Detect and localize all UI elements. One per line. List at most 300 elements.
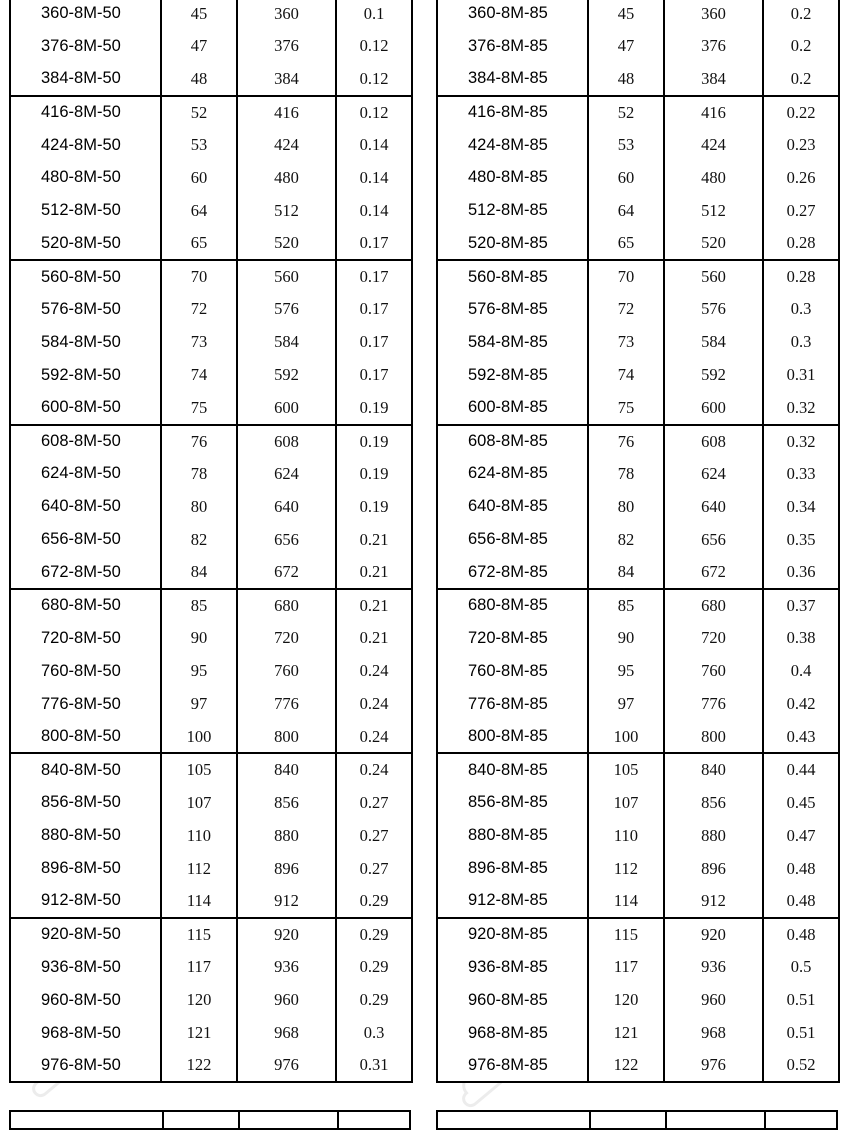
teeth-count: 110 — [588, 819, 664, 852]
pitch-length: 776 — [664, 688, 763, 721]
belt-weight: 0.17 — [359, 233, 389, 253]
belt-code: 416-8M-50 — [10, 96, 161, 129]
teeth-count: 95 — [161, 655, 237, 688]
teeth-count: 52 — [161, 96, 237, 129]
teeth-count: 90 — [588, 622, 664, 655]
table-row — [10, 392, 412, 425]
belt-weight: 0.47 — [786, 825, 816, 845]
teeth-count: 100 — [161, 721, 237, 754]
pitch-length: 512 — [237, 194, 336, 227]
pitch-length: 376 — [237, 30, 336, 63]
belt-weight: 0.19 — [359, 496, 389, 516]
belt-code: 376-8M-85 — [437, 30, 588, 63]
teeth-count: 82 — [161, 523, 237, 556]
teeth-count: 53 — [588, 129, 664, 162]
table-row — [10, 753, 412, 786]
pitch-length: 608 — [237, 425, 336, 458]
belt-code: 968-8M-50 — [10, 1017, 161, 1050]
teeth-count: 74 — [161, 359, 237, 392]
table-row — [437, 556, 839, 589]
table-row — [10, 688, 412, 721]
teeth-count: 100 — [588, 721, 664, 754]
teeth-count: 121 — [161, 1017, 237, 1050]
teeth-count: 122 — [588, 1050, 664, 1083]
belt-code: 920-8M-50 — [10, 918, 161, 951]
pitch-length: 976 — [664, 1050, 763, 1083]
table-row — [10, 30, 412, 63]
table-row — [437, 589, 839, 622]
teeth-count: 84 — [588, 556, 664, 589]
table-row — [10, 984, 412, 1017]
belt-code: 800-8M-85 — [437, 721, 588, 754]
pitch-length: 912 — [237, 885, 336, 918]
table-row — [10, 194, 412, 227]
belt-code: 968-8M-85 — [437, 1017, 588, 1050]
belt-code: 672-8M-50 — [10, 556, 161, 589]
belt-weight: 0.44 — [763, 753, 839, 786]
pitch-length: 424 — [664, 129, 763, 162]
pitch-length: 624 — [664, 457, 763, 490]
belt-weight: 0.5 — [790, 957, 812, 977]
belt-code: 520-8M-50 — [10, 227, 161, 260]
belt-weight: 0.2 — [790, 3, 812, 23]
left-next-table-header — [9, 1110, 411, 1130]
pitch-length: 920 — [664, 918, 763, 951]
pitch-length: 384 — [237, 63, 336, 96]
table-row — [10, 129, 412, 162]
pitch-length: 960 — [237, 984, 336, 1017]
belt-weight: 0.14 — [359, 167, 389, 187]
teeth-count: 115 — [588, 918, 664, 951]
belt-weight: 0.22 — [763, 96, 839, 129]
belt-weight: 0.29 — [336, 918, 412, 951]
pitch-length: 600 — [664, 392, 763, 425]
pitch-length: 968 — [664, 1017, 763, 1050]
pitch-length: 480 — [237, 161, 336, 194]
belt-code: 592-8M-85 — [437, 359, 588, 392]
pitch-length: 384 — [664, 63, 763, 96]
teeth-count: 47 — [588, 30, 664, 63]
table-row — [437, 984, 839, 1017]
belt-weight: 0.27 — [359, 858, 389, 878]
belt-weight: 0.48 — [786, 858, 816, 878]
belt-code: 856-8M-50 — [10, 786, 161, 819]
pitch-length: 584 — [664, 326, 763, 359]
pitch-length: 376 — [664, 30, 763, 63]
table-row — [10, 490, 412, 523]
belt-weight: 0.32 — [786, 397, 816, 417]
belt-weight: 0.27 — [786, 200, 816, 220]
teeth-count: 84 — [161, 556, 237, 589]
table-row — [10, 161, 412, 194]
teeth-count: 90 — [161, 622, 237, 655]
belt-code: 976-8M-85 — [437, 1050, 588, 1083]
pitch-length: 416 — [237, 96, 336, 129]
teeth-count: 114 — [588, 885, 664, 918]
pitch-length: 520 — [237, 227, 336, 260]
belt-weight: 0.4 — [790, 661, 812, 681]
belt-code: 512-8M-85 — [437, 194, 588, 227]
belt-code: 592-8M-50 — [10, 359, 161, 392]
belt-code: 720-8M-85 — [437, 622, 588, 655]
belt-code: 600-8M-50 — [10, 392, 161, 425]
teeth-count: 117 — [161, 951, 237, 984]
teeth-count: 95 — [588, 655, 664, 688]
belt-weight: 0.24 — [336, 753, 412, 786]
belt-weight: 0.19 — [359, 463, 389, 483]
pitch-length: 624 — [237, 457, 336, 490]
belt-code: 640-8M-85 — [437, 490, 588, 523]
pitch-length: 592 — [237, 359, 336, 392]
belt-code: 896-8M-50 — [10, 852, 161, 885]
table-row — [10, 556, 412, 589]
pitch-length: 680 — [237, 589, 336, 622]
belt-weight: 0.28 — [786, 233, 816, 253]
table-row — [437, 721, 839, 754]
belt-weight: 0.33 — [786, 463, 816, 483]
pitch-length: 560 — [664, 260, 763, 293]
pitch-length: 776 — [237, 688, 336, 721]
belt-code: 840-8M-50 — [10, 753, 161, 786]
belt-code: 976-8M-50 — [10, 1050, 161, 1083]
table-row — [10, 622, 412, 655]
teeth-count: 85 — [588, 589, 664, 622]
belt-weight: 0.31 — [359, 1055, 389, 1075]
pitch-length: 656 — [664, 523, 763, 556]
pitch-length: 976 — [237, 1050, 336, 1083]
pitch-length: 592 — [664, 359, 763, 392]
teeth-count: 75 — [161, 392, 237, 425]
table-row — [437, 260, 839, 293]
table-row — [10, 359, 412, 392]
left-belt-table — [9, 0, 413, 1083]
belt-weight: 0.24 — [359, 726, 389, 746]
teeth-count: 48 — [588, 63, 664, 96]
table-row — [10, 951, 412, 984]
belt-code: 776-8M-50 — [10, 688, 161, 721]
table-row — [437, 293, 839, 326]
table-row — [437, 951, 839, 984]
table-row — [437, 523, 839, 556]
teeth-count: 45 — [588, 0, 664, 30]
table-row — [437, 0, 839, 30]
table-row — [437, 852, 839, 885]
pitch-length: 680 — [664, 589, 763, 622]
belt-weight: 0.21 — [359, 628, 389, 648]
belt-weight: 0.17 — [359, 332, 389, 352]
teeth-count: 112 — [161, 852, 237, 885]
teeth-count: 65 — [161, 227, 237, 260]
belt-code: 680-8M-50 — [10, 589, 161, 622]
pitch-length: 576 — [664, 293, 763, 326]
table-row — [437, 326, 839, 359]
pitch-length: 608 — [664, 425, 763, 458]
table-row — [10, 885, 412, 918]
table-row — [10, 918, 412, 951]
belt-weight: 0.2 — [790, 68, 812, 88]
teeth-count: 97 — [588, 688, 664, 721]
belt-weight: 0.23 — [786, 135, 816, 154]
pitch-length: 760 — [664, 655, 763, 688]
pitch-length: 880 — [237, 819, 336, 852]
teeth-count: 114 — [161, 885, 237, 918]
belt-code: 960-8M-50 — [10, 984, 161, 1017]
pitch-length: 936 — [664, 951, 763, 984]
belt-code: 384-8M-85 — [437, 63, 588, 96]
table-row — [437, 227, 839, 260]
pitch-length: 656 — [237, 523, 336, 556]
belt-code: 936-8M-85 — [437, 951, 588, 984]
pitch-length: 720 — [664, 622, 763, 655]
belt-code: 720-8M-50 — [10, 622, 161, 655]
belt-code: 608-8M-50 — [10, 425, 161, 458]
pitch-length: 720 — [237, 622, 336, 655]
table-row — [10, 227, 412, 260]
table-row — [10, 786, 412, 819]
table-row — [10, 589, 412, 622]
belt-code: 912-8M-50 — [10, 885, 161, 918]
belt-code: 920-8M-85 — [437, 918, 588, 951]
belt-weight: 0.37 — [763, 589, 839, 622]
pitch-length: 896 — [664, 852, 763, 885]
belt-weight: 0.12 — [359, 36, 389, 56]
table-row — [10, 852, 412, 885]
teeth-count: 72 — [588, 293, 664, 326]
belt-code: 960-8M-85 — [437, 984, 588, 1017]
belt-weight: 0.29 — [359, 890, 389, 910]
pitch-length: 840 — [237, 753, 336, 786]
left-table-body — [10, 0, 412, 1082]
belt-weight: 0.32 — [763, 425, 839, 458]
table-row — [437, 457, 839, 490]
table-row — [437, 30, 839, 63]
teeth-count: 97 — [161, 688, 237, 721]
table-row — [10, 655, 412, 688]
belt-code: 624-8M-50 — [10, 457, 161, 490]
belt-weight: 0.2 — [790, 36, 812, 56]
table-row — [437, 96, 839, 129]
belt-weight: 0.3 — [363, 1023, 385, 1043]
belt-weight: 0.3 — [790, 332, 812, 352]
teeth-count: 105 — [161, 753, 237, 786]
belt-code: 624-8M-85 — [437, 457, 588, 490]
table-row — [437, 359, 839, 392]
belt-weight: 0.14 — [359, 135, 389, 154]
teeth-count: 117 — [588, 951, 664, 984]
belt-code: 376-8M-50 — [10, 30, 161, 63]
belt-code: 480-8M-85 — [437, 161, 588, 194]
belt-code: 880-8M-50 — [10, 819, 161, 852]
belt-weight: 0.38 — [786, 628, 816, 648]
table-row — [437, 688, 839, 721]
pitch-length: 896 — [237, 852, 336, 885]
belt-weight: 0.29 — [359, 957, 389, 977]
table-row — [437, 786, 839, 819]
teeth-count: 80 — [161, 490, 237, 523]
teeth-count: 73 — [161, 326, 237, 359]
pitch-length: 880 — [664, 819, 763, 852]
table-row — [437, 885, 839, 918]
belt-code: 600-8M-85 — [437, 392, 588, 425]
belt-weight: 0.1 — [363, 3, 385, 23]
belt-weight: 0.19 — [359, 397, 389, 417]
teeth-count: 110 — [161, 819, 237, 852]
teeth-count: 60 — [161, 161, 237, 194]
pitch-length: 584 — [237, 326, 336, 359]
belt-code: 880-8M-85 — [437, 819, 588, 852]
belt-weight: 0.17 — [336, 260, 412, 293]
teeth-count: 53 — [161, 129, 237, 162]
pitch-length: 800 — [664, 721, 763, 754]
teeth-count: 120 — [588, 984, 664, 1017]
belt-weight: 0.51 — [786, 990, 816, 1010]
belt-code: 640-8M-50 — [10, 490, 161, 523]
belt-weight: 0.17 — [359, 365, 389, 385]
belt-code: 576-8M-50 — [10, 293, 161, 326]
table-row — [437, 753, 839, 786]
belt-code: 656-8M-85 — [437, 523, 588, 556]
table-row — [10, 457, 412, 490]
belt-weight: 0.42 — [786, 694, 816, 714]
belt-weight: 0.36 — [786, 562, 816, 582]
teeth-count: 70 — [161, 260, 237, 293]
table-row — [437, 1017, 839, 1050]
belt-weight: 0.51 — [786, 1023, 816, 1043]
pitch-length: 640 — [237, 490, 336, 523]
belt-weight: 0.52 — [786, 1055, 816, 1075]
teeth-count: 76 — [588, 425, 664, 458]
pitch-length: 416 — [664, 96, 763, 129]
teeth-count: 112 — [588, 852, 664, 885]
table-row — [10, 819, 412, 852]
belt-weight: 0.24 — [359, 694, 389, 714]
belt-code: 760-8M-50 — [10, 655, 161, 688]
table-row — [437, 161, 839, 194]
belt-code: 896-8M-85 — [437, 852, 588, 885]
teeth-count: 121 — [588, 1017, 664, 1050]
belt-code: 936-8M-50 — [10, 951, 161, 984]
table-row — [437, 63, 839, 96]
belt-weight: 0.27 — [359, 792, 389, 812]
table-row — [10, 293, 412, 326]
table-row — [10, 96, 412, 129]
belt-weight: 0.35 — [786, 529, 816, 549]
belt-code: 560-8M-85 — [437, 260, 588, 293]
table-row — [437, 425, 839, 458]
belt-code: 384-8M-50 — [10, 63, 161, 96]
pitch-length: 600 — [237, 392, 336, 425]
belt-weight: 0.29 — [359, 990, 389, 1010]
belt-code: 360-8M-50 — [10, 0, 161, 30]
teeth-count: 60 — [588, 161, 664, 194]
table-row — [437, 490, 839, 523]
teeth-count: 70 — [588, 260, 664, 293]
pitch-length: 856 — [237, 786, 336, 819]
teeth-count: 105 — [588, 753, 664, 786]
belt-code: 760-8M-85 — [437, 655, 588, 688]
teeth-count: 65 — [588, 227, 664, 260]
pitch-length: 360 — [237, 0, 336, 30]
teeth-count: 76 — [161, 425, 237, 458]
belt-weight: 0.26 — [786, 167, 816, 187]
belt-code: 576-8M-85 — [437, 293, 588, 326]
table-row — [10, 63, 412, 96]
teeth-count: 45 — [161, 0, 237, 30]
teeth-count: 122 — [161, 1050, 237, 1083]
table-row — [437, 622, 839, 655]
right-next-table-header — [436, 1110, 838, 1130]
pitch-length: 856 — [664, 786, 763, 819]
belt-weight: 0.3 — [790, 299, 812, 319]
teeth-count: 48 — [161, 63, 237, 96]
table-row — [437, 194, 839, 227]
belt-code: 608-8M-85 — [437, 425, 588, 458]
table-row — [10, 1050, 412, 1083]
table-row — [10, 721, 412, 754]
belt-code: 416-8M-85 — [437, 96, 588, 129]
pitch-length: 912 — [664, 885, 763, 918]
table-row — [10, 1017, 412, 1050]
pitch-length: 840 — [664, 753, 763, 786]
belt-code: 672-8M-85 — [437, 556, 588, 589]
pitch-length: 936 — [237, 951, 336, 984]
table-row — [10, 0, 412, 30]
table-row — [437, 918, 839, 951]
table-row — [437, 819, 839, 852]
belt-code: 912-8M-85 — [437, 885, 588, 918]
belt-weight: 0.14 — [359, 200, 389, 220]
belt-code: 584-8M-50 — [10, 326, 161, 359]
table-row — [437, 655, 839, 688]
belt-code: 584-8M-85 — [437, 326, 588, 359]
pitch-length: 560 — [237, 260, 336, 293]
belt-weight: 0.21 — [359, 529, 389, 549]
belt-weight: 0.19 — [336, 425, 412, 458]
table-row — [437, 392, 839, 425]
belt-code: 656-8M-50 — [10, 523, 161, 556]
belt-weight: 0.12 — [359, 68, 389, 88]
belt-weight: 0.43 — [786, 726, 816, 746]
teeth-count: 80 — [588, 490, 664, 523]
teeth-count: 85 — [161, 589, 237, 622]
teeth-count: 82 — [588, 523, 664, 556]
belt-weight: 0.28 — [763, 260, 839, 293]
belt-code: 856-8M-85 — [437, 786, 588, 819]
pitch-length: 760 — [237, 655, 336, 688]
belt-code: 512-8M-50 — [10, 194, 161, 227]
pitch-length: 512 — [664, 194, 763, 227]
pitch-length: 360 — [664, 0, 763, 30]
teeth-count: 120 — [161, 984, 237, 1017]
belt-weight: 0.34 — [786, 496, 816, 516]
teeth-count: 78 — [588, 457, 664, 490]
belt-code: 560-8M-50 — [10, 260, 161, 293]
teeth-count: 107 — [161, 786, 237, 819]
table-row — [10, 326, 412, 359]
teeth-count: 64 — [588, 194, 664, 227]
belt-weight: 0.31 — [786, 365, 816, 385]
pitch-length: 800 — [237, 721, 336, 754]
belt-code: 800-8M-50 — [10, 721, 161, 754]
belt-code: 520-8M-85 — [437, 227, 588, 260]
belt-weight: 0.21 — [336, 589, 412, 622]
belt-code: 424-8M-85 — [437, 129, 588, 162]
teeth-count: 74 — [588, 359, 664, 392]
belt-weight: 0.12 — [336, 96, 412, 129]
belt-code: 360-8M-85 — [437, 0, 588, 30]
teeth-count: 47 — [161, 30, 237, 63]
table-row — [437, 1050, 839, 1083]
